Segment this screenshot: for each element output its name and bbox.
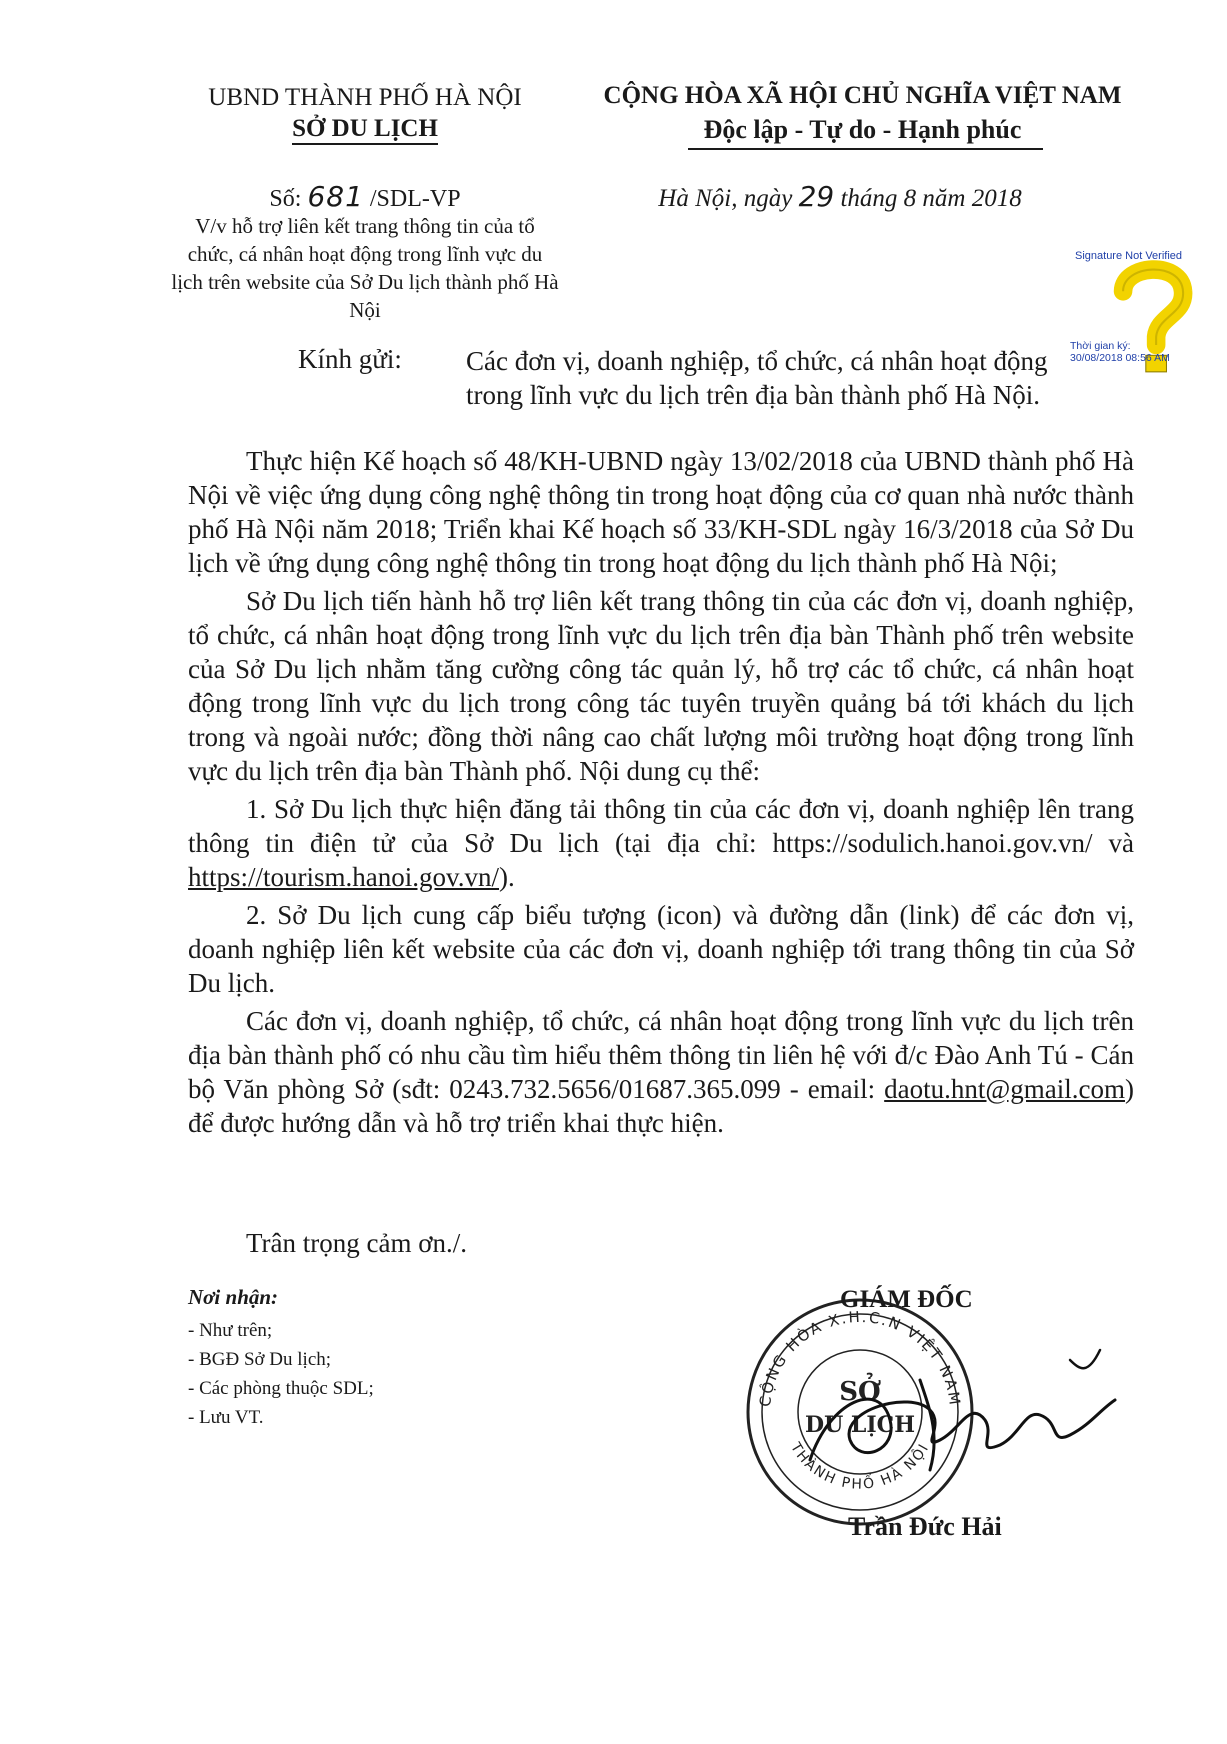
recipients-list-item: - Như trên; — [188, 1320, 273, 1341]
body-paragraph-5 — [188, 1004, 1134, 1140]
p3-end: ). — [499, 862, 515, 892]
motto-underline — [688, 148, 1043, 150]
closing-thanks: Trân trọng cảm ơn./. — [246, 1228, 468, 1258]
seal-center-line-2: DU LỊCH — [805, 1412, 915, 1438]
body-paragraph-2: Sở Du lịch tiến hành hỗ trợ liên kết trang thông tin của các đơn vị, doanh nghiệp, tổ chức, cá nhân hoạt động trong lĩnh vực du lịch trên địa bàn Thành phố trên website của Sở Du lịch nhằm tăng cường công tác quản lý, hỗ trợ các tổ chức, cá nhân hoạt động trong lĩnh vực du lịch trong công tác tuyên truyền quảng bá tới khách du lịch trong và ngoài nước; đồng thời nâng cao chất lượng môi trường hoạt động trong lĩnh vực du lịch trên địa bàn Thành phố. Nội dung cụ thể: — [188, 586, 1134, 786]
agency-name-text: SỞ DU LỊCH — [292, 115, 438, 145]
recipients-list-item: - BGĐ Sở Du lịch; — [188, 1349, 332, 1370]
signature-time-value: 30/08/2018 08:56 AM — [1070, 352, 1170, 364]
handwritten-signature — [770, 1340, 1120, 1490]
seal-ring-text: CỘNG HÒA X.H.C.N VIỆT NAM — [756, 1307, 965, 1408]
email-link[interactable]: daotu.hnt@gmail.com — [884, 1074, 1125, 1104]
agency-name — [180, 115, 550, 143]
national-title: CỘNG HÒA XÃ HỘI CHỦ NGHĨA VIỆT NAM — [603, 82, 1122, 109]
document-number — [180, 180, 550, 213]
recipients-list-item: - Lưu VT. — [188, 1407, 264, 1428]
agency-parent: UBND THÀNH PHỐ HÀ NỘI — [208, 84, 522, 111]
body-paragraph-4: 2. Sở Du lịch cung cấp biểu tượng (icon) và đường dẫn (link) để các đơn vị, doanh nghiệp liên kết website của các đơn vị, doanh nghiệp tới trang thông tin của Sở Du lịch. — [188, 900, 1134, 998]
doc-no-prefix: Số: — [269, 186, 302, 212]
doc-no-number: 681 — [307, 180, 364, 213]
body-paragraph-1: Thực hiện Kế hoạch số 48/KH-UBND ngày 13/02/2018 của UBND thành phố Hà Nội về việc ứng dụng công nghệ thông tin trong hoạt động của cơ quan nhà nước thành phố Hà Nội năm 2018; Triển khai Kế hoạch số 33/KH-SDL ngày 16/3/2018 của Sở Du lịch về ứng dụng công nghệ thông tin trong hoạt động du lịch thành phố Hà Nội; — [188, 446, 1134, 578]
national-motto: Độc lập - Tự do - Hạnh phúc — [703, 115, 1022, 144]
recipients-list-title: Nơi nhận: — [188, 1285, 279, 1309]
p5-end: ) để được hướng dẫn và hỗ trợ triển khai thực hiện. — [188, 1074, 1134, 1138]
signer-title: GIÁM ĐỐC — [840, 1286, 973, 1313]
date-suffix: tháng 8 năm 2018 — [840, 185, 1022, 212]
document-date — [575, 180, 1105, 213]
date-prefix: Hà Nội, ngày — [658, 185, 793, 212]
body-paragraph-3 — [188, 792, 1134, 894]
date-day: 29 — [798, 180, 835, 213]
doc-no-suffix: /SDL-VP — [369, 186, 461, 212]
p3-text: 1. Sở Du lịch thực hiện đăng tải thông tin của các đơn vị, doanh nghiệp lên trang thông tin điện tử của Sở Du lịch (tại địa chỉ: https://sodulich.hanoi.gov.vn/ và — [188, 794, 1134, 858]
recipients-list — [188, 1316, 374, 1432]
recipients-list-item: - Các phòng thuộc SDL; — [188, 1378, 374, 1399]
recipient-text: Các đơn vị, doanh nghiệp, tổ chức, cá nhân hoạt động trong lĩnh vực du lịch trên địa bàn thành phố Hà Nội. — [466, 346, 1048, 410]
recipient-label: Kính gửi: — [298, 344, 402, 374]
tourism-link[interactable]: https://tourism.hanoi.gov.vn/ — [188, 862, 500, 892]
p5-text: Các đơn vị, doanh nghiệp, tổ chức, cá nhân hoạt động trong lĩnh vực du lịch trên địa bàn thành phố có nhu cầu tìm hiểu thêm thông tin liên hệ với đ/c Đào Anh Tú - Cán bộ Văn phòng Sở (sđt: 0243.732.5656/01687.365.099 - email: — [188, 1006, 1134, 1104]
document-subject: V/v hỗ trợ liên kết trang thông tin của tổ chức, cá nhân hoạt động trong lĩnh vực du lịch trên website của Sở Du lịch thành phố Hà Nội — [171, 214, 559, 322]
signer-name: Trần Đức Hải — [848, 1512, 1002, 1541]
signature-time-label: Thời gian ký: — [1070, 340, 1131, 352]
seal-bottom-text: THÀNH PHỐ HÀ NỘI — [787, 1440, 933, 1493]
letter-body — [188, 444, 1134, 1144]
signature-status: Signature Not Verified — [1075, 250, 1183, 262]
seal-center-line-1: SỞ — [839, 1377, 881, 1407]
